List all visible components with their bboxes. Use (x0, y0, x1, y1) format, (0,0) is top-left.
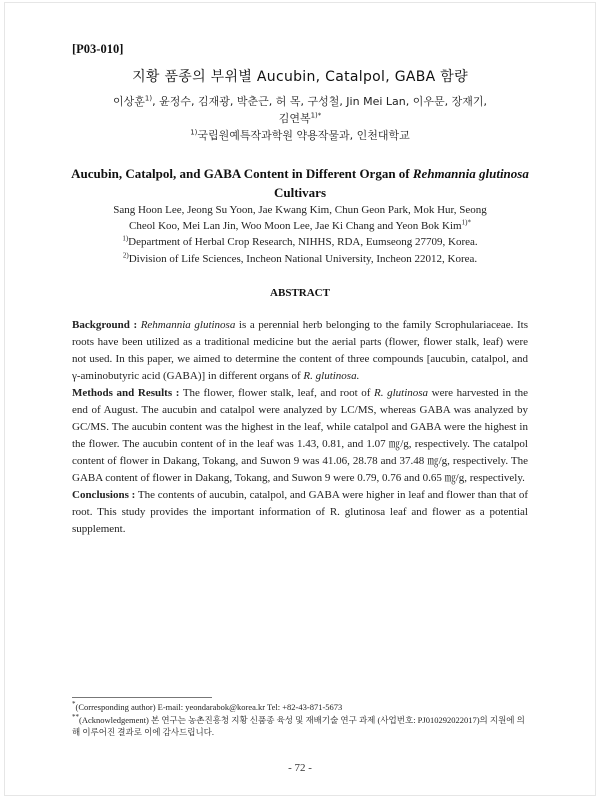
methods-label: Methods and Results : (72, 387, 180, 399)
abstract-heading: ABSTRACT (270, 287, 330, 299)
background-label: Background : (72, 319, 138, 331)
methods-paragraph: Methods and Results : The flower, flower stalk, leaf, and root of R. glutinosa were harvested in the end of August. The aucubin and catalpol were analyzed by LC/MS, whereas GABA was analyzed by GC/MS. The aucubin content was the highest in the leaf, while catalpol and GABA were the highest in the flower. The aucubin content of in the leaf was 1.43, 0.81, and 1.07 ㎎/g, respectively. The catalpol content of flower in Dakang, Tokang, and Suwon 9 was 41.06, 28.78 and 37.48 ㎎/g, respectively. The GABA content of flower in Dakang, Tokang, and Suwon 9 were 0.79, 0.76 and 0.65 ㎎/g, respectively. (72, 387, 529, 484)
conclusions-paragraph: Conclusions : The contents of aucubin, catalpol, and GABA were higher in leaf and flower than that of root. This study provides the important information of R. glutinosa leaf and flower as a potential supplement. (72, 489, 528, 535)
korean-title: 지황 품종의 부위별 Aucubin, Catalpol, GABA 함량 (132, 69, 468, 85)
english-title: Aucubin, Catalpol, and GABA Content in Different Organ of Rehmannia glutinosa Cultivars (71, 166, 529, 200)
abstract-body (72, 317, 528, 538)
footnote-corresponding: *(Corresponding author) E-mail: yeondarabok@korea.kr Tel: +82-43-871-5673 (72, 700, 343, 712)
korean-authors-line1: 이상훈$^{1)}$, 윤정수, 김재광, 박춘근, 허 목, 구성철, Jin Mei Lan, 이우문, 장재기, (113, 94, 487, 108)
english-affiliation-2: $^{2)}$Division of Life Sciences, Incheon National University, Incheon 22012, Korea. (122, 251, 478, 265)
footnote-divider (72, 697, 212, 698)
english-affiliation-1: $^{1)}$Department of Herbal Crop Research, NIHHS, RDA, Eumseong 27709, Korea. (122, 234, 478, 248)
conclusions-label: Conclusions : (72, 489, 136, 501)
english-authors-line2: Cheol Koo, Mei Lan Jin, Woo Moon Lee, Jae Ki Chang and Yeon Bok Kim$^{1)*}$ (129, 218, 471, 232)
korean-affiliation: $^{1)}$국립원예특작과학원 약용작물과, 인천대학교 (190, 128, 410, 142)
background-paragraph: Background : Rehmannia glutinosa is a perennial herb belonging to the family Scrophulariaceae. Its roots have been utilized as a traditional medicine but the aerial parts (flower, flower stalk, leaf) were not used. In this paper, we aimed to determine the content of three compounds [aucubin, catalpol, and γ-aminobutyric acid (GABA)] in different organs of R. glutinosa. (72, 319, 528, 382)
page-number: - 72 - (288, 762, 312, 774)
english-authors-line1: Sang Hoon Lee, Jeong Su Yoon, Jae Kwang Kim, Chun Geon Park, Mok Hur, Seong (113, 204, 487, 216)
korean-authors-line2: 김연복$^{1)*}$ (278, 111, 322, 125)
footnote-acknowledgement: **(Acknowledgement) 본 연구는 농촌진흥청 지황 신품종 육성 및 재배기술 연구 과제 (사업번호: PJ010292022017)의 지원에 의해 이루어진 결과로 이에 감사드립니다. (72, 713, 525, 737)
presentation-code: [P03-010] (72, 42, 124, 56)
